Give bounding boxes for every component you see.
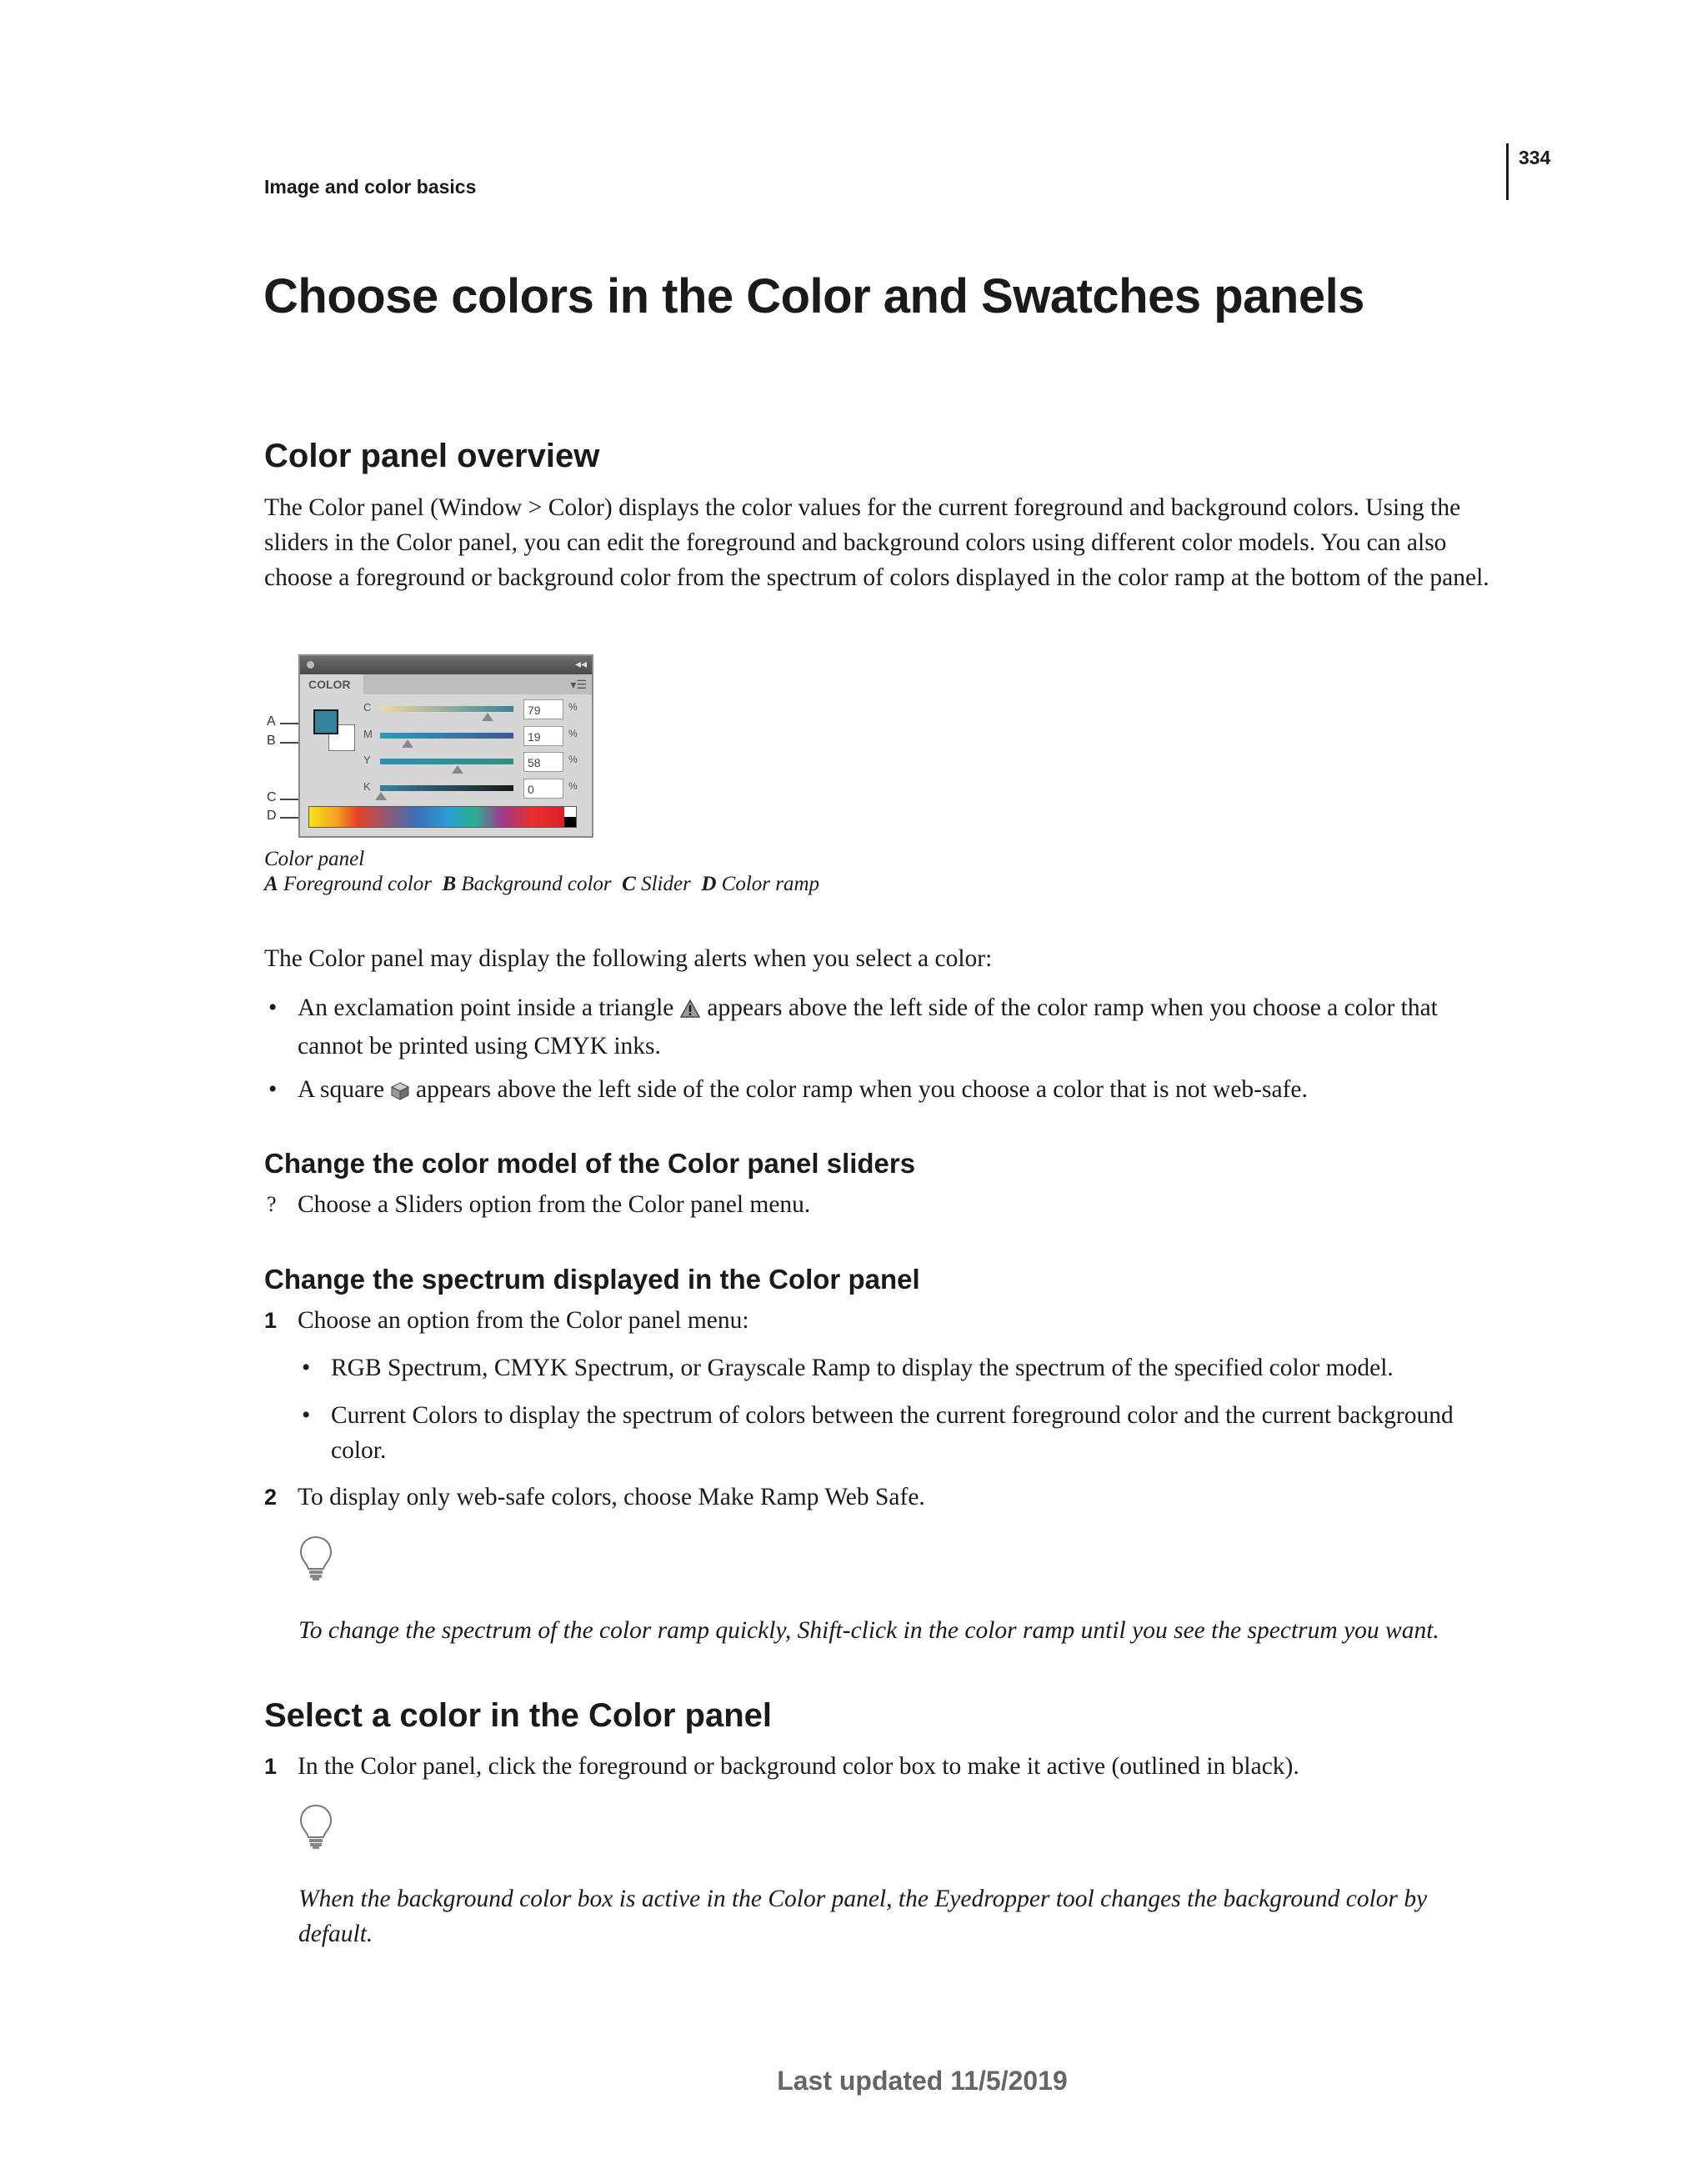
color-panel [298,654,593,838]
last-updated: Last updated 11/5/2019 [777,2066,1068,2096]
alert-item-websafe [298,1072,1498,1110]
heading-color-panel-overview: Color panel overview [264,438,600,474]
step-number: 2 [264,1485,278,1510]
collapse-icon[interactable]: ◂◂ [574,657,587,670]
legend-letter: B [442,873,457,895]
legend-text: Color ramp [721,873,820,895]
model-step: Choose a Sliders option from the Color panel menu. [298,1191,811,1218]
bullet-mark: • [268,994,278,1021]
heading-change-color-model: Change the color model of the Color panel sliders [264,1148,916,1179]
slider-track[interactable] [380,759,513,764]
slider-value-input[interactable]: 19 [523,726,563,746]
color-ramp[interactable] [308,806,577,828]
slider-track[interactable] [380,733,513,739]
heading-change-spectrum: Change the spectrum displayed in the Color panel [264,1264,920,1295]
slider-thumb[interactable] [452,765,463,774]
select-tip: When the background color box is active in the Color panel, the Eyedropper tool changes the background color by default. [298,1886,1428,1947]
page-number: 334 [1519,147,1551,168]
web-safe-cube-icon [391,1075,409,1110]
running-head: Image and color basics [264,176,477,198]
callout-d: D [267,809,277,823]
legend-letter: C [622,873,636,895]
slider-thumb[interactable] [402,739,413,748]
unit-label: % [568,728,578,739]
alerts-intro: The Color panel may display the following alerts when you select a color: [264,945,993,972]
slider-m [363,728,588,753]
unit-label: % [568,754,578,765]
bullet-mark: • [302,1402,311,1429]
slider-label: M [363,728,373,740]
slider-thumb[interactable] [482,713,493,721]
close-icon[interactable] [307,661,314,669]
callout-a: A [267,714,276,729]
heading-select-color: Select a color in the Color panel [264,1697,773,1734]
legend-text: Background color [461,873,612,895]
slider-label: C [363,701,372,714]
page-title: Choose colors in the Color and Swatches panels [263,269,1364,323]
ramp-black-swatch[interactable] [564,817,576,827]
slider-track[interactable] [380,785,513,791]
spectrum-step-2: To display only web-safe colors, choose Make Ramp Web Safe. [298,1484,925,1510]
callout-b: B [267,734,276,748]
alert-item-gamut [298,990,1498,1064]
spectrum-option-current: Current Colors to display the spectrum of colors between the current foreground color and the current background color. [331,1402,1454,1464]
legend-letter: A [264,873,278,895]
step-number: 1 [264,1754,278,1779]
footer [0,2066,1707,2096]
header-divider [1506,143,1509,200]
overview-paragraph: The Color panel (Window > Color) displays the color values for the current foreground and background colors. Using the sliders in the Color panel, you can edit the foreground and background colors using different color models. You can also choose a foreground or background color from the spectrum of colors displayed in the color ramp at the bottom of the panel. [264,494,1489,591]
spectrum-tip: To change the spectrum of the color ramp quickly, Shift-click in the color ramp until you see the spectrum you want. [298,1617,1439,1644]
select-step-1: In the Color panel, click the foreground or background color box to make it active (outlined in black). [298,1753,1299,1780]
panel-title-bar [300,656,592,674]
alert-text: A square [298,1076,385,1103]
slider-value-input[interactable]: 0 [523,779,563,799]
figure-caption-legend [264,873,819,896]
callout-c: C [267,790,277,804]
bullet-mark: • [268,1076,278,1103]
panel-tab-row [300,674,592,694]
panel-menu-icon[interactable]: ▾☰ [570,678,587,691]
lightbulb-icon [299,1535,333,1586]
slider-value-input[interactable]: 58 [523,752,563,772]
alert-text: An exclamation point inside a triangle [298,994,674,1021]
legend-letter: D [701,873,717,895]
alert-text: appears above the left side of the color ramp when you choose a color that is not web-safe. [416,1076,1308,1103]
foreground-color-box[interactable] [313,709,338,734]
ramp-white-swatch[interactable] [564,807,576,817]
slider-c [363,701,588,726]
slider-track[interactable] [380,706,513,712]
step-marker: ? [267,1192,277,1216]
bullet-mark: • [302,1355,311,1381]
legend-text: Slider [641,873,691,895]
slider-y [363,754,588,779]
slider-label: K [363,780,371,793]
out-of-gamut-warning-icon [680,994,700,1029]
unit-label: % [568,780,578,792]
slider-k [363,780,588,805]
step-number: 1 [264,1308,278,1333]
figure-caption-title: Color panel [264,848,365,870]
alert-text: appears above the left side of the color ramp when you choose a color that cannot be printed using CMYK inks. [298,994,1438,1059]
spectrum-option-models: RGB Spectrum, CMYK Spectrum, or Grayscale Ramp to display the spectrum of the specified color model. [331,1355,1394,1381]
slider-label: Y [363,754,371,766]
slider-value-input[interactable]: 79 [523,699,563,719]
slider-thumb[interactable] [375,792,387,800]
tab-color[interactable]: COLOR [300,674,363,694]
unit-label: % [568,701,578,713]
spectrum-step-1: Choose an option from the Color panel menu: [298,1307,749,1334]
lightbulb-icon [299,1804,333,1855]
legend-text: Foreground color [283,873,432,895]
